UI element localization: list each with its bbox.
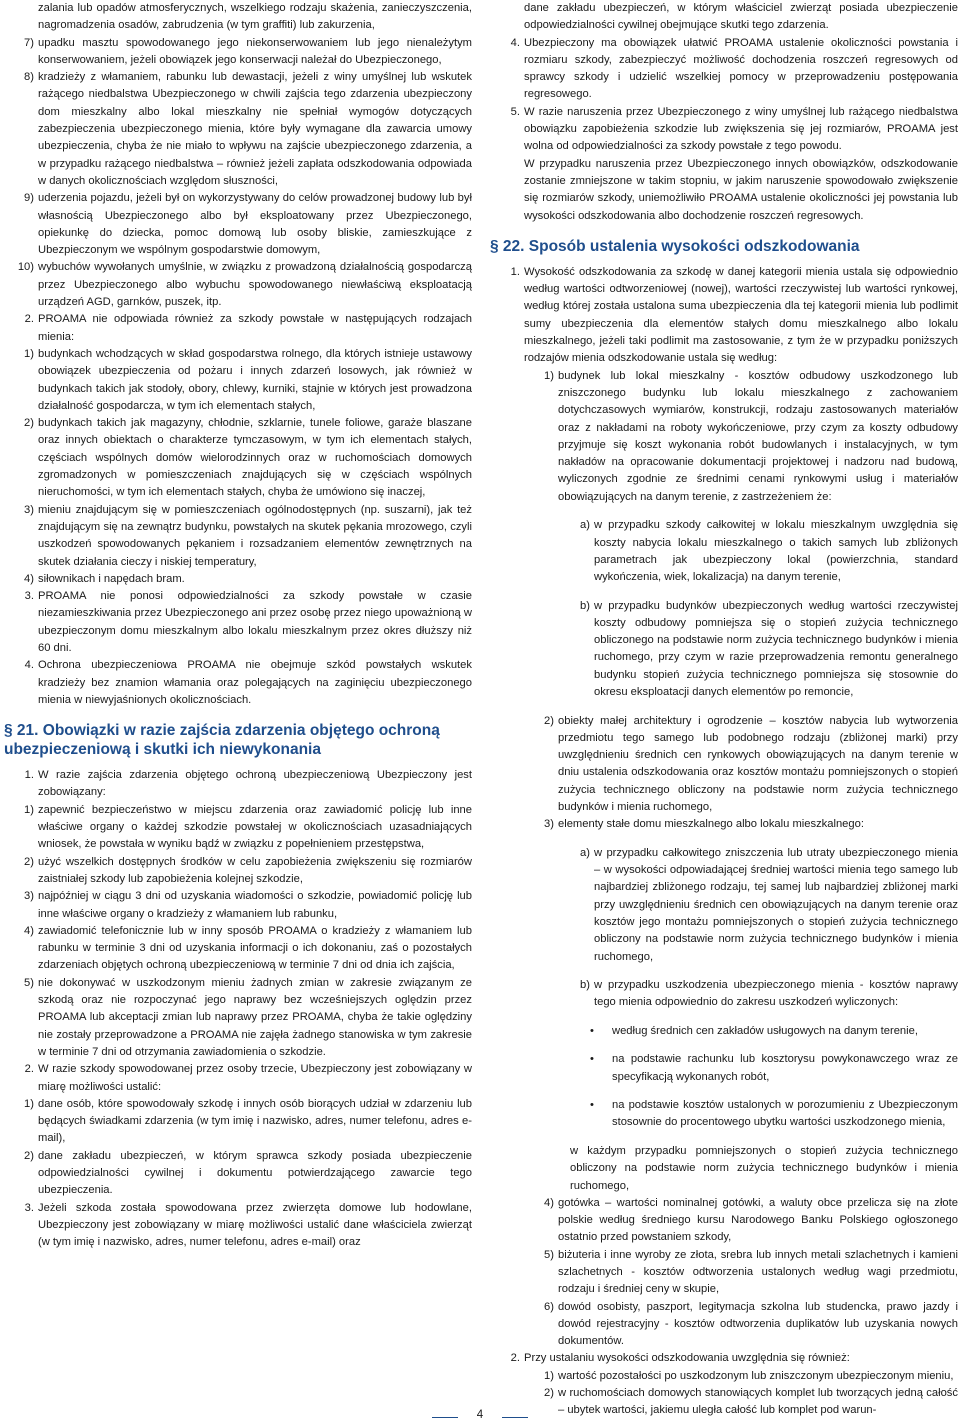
list-item: 5) biżuteria i inne wyroby ze złota, srebra lub innych metali szlachetnych i kamieni szlachetnych - kosztów odtworzenia ustalonych według wagi przedmiotu, rodzaju i średniej ceny w skupie, [544, 1248, 958, 1296]
list-item: 10) wybuchów wywołanych umyślnie, w związku z prowadzoną działalnością gospodarczą przez Ubezpieczonego albo wybuchu spowodowanego niewłaściwą eksploatacją urządzeń AGD, garnków, puszek, itp. [17, 261, 472, 309]
paragraph-item: 4. Ubezpieczony ma obowiązek ułatwić PROAMA ustalenie okoliczności powstania i rozmiaru szkody, zabezpieczyć możliwość dochodzenia roszczeń regresowych od sprawcy szkody i udzielić wszelkiej pomocy w przeprowadzeniu postępowania regresowego. [510, 36, 958, 101]
list-item: 1) wartość pozostałości po uszkodzonym lub zniszczonym ubezpieczonym mieniu, [544, 1369, 954, 1382]
bullet-item: • na podstawie rachunku lub kosztorysu powykonawczego wraz ze specyfikacją wykonanych robót, [590, 1053, 958, 1083]
paragraph-item: 2. W razie szkody spowodowanej przez osoby trzecie, Ubezpieczony jest zobowiązany w miarę możliwości ustalić: [24, 1063, 472, 1093]
continued-text: dane zakładu ubezpieczeń, w którym właściciel zwierząt posiada ubezpieczenie odpowiedzialności cywilnej obejmujące skutki tego zdarzenia. [524, 2, 958, 32]
paragraph-item: 4. Ochrona ubezpieczeniowa PROAMA nie obejmuje szkód powstałych wskutek kradzieży bez znamion włamania oraz polegających na zaginięciu ubezpieczonego mienia w niewyjaśnionych okolicznościach. [24, 659, 472, 706]
list-item: 3) elementy stałe domu mieszkalnego albo lokalu mieszkalnego: [544, 818, 864, 831]
list-item: 1) budynek lub lokal mieszkalny - kosztów odbudowy uszkodzonego lub zniszczonego budynku lub lokalu mieszkalnego z zachowaniem dotychczasowych wymiarów, konstrukcji, rodzaju zastosowanych materiałów oraz z nakładami na roboty wykończeniowe, przy czym za koszty odbudowy przyjmuje się koszt wykonania robót budowlanych i instalacyjnych, w tym nakładów na opracowanie dokumentacji projektowej i nadzoru nad budową, wyliczonych zgodnie ze średnimi cenami rynkowymi usług i materiałów obowiązujących na danym terenie, z zastrzeżeniem że: [544, 369, 958, 503]
list-subitem: a) w przypadku szkody całkowitej w lokalu mieszkalnym uwzględnia się koszty nabycia lokalu mieszkalnego o takich samych lub zbliżonych parametrach jak ubezpieczony lokal (powierzchnia, standard wykończenia, wiek, lokalizacja) na danym terenie, [580, 519, 958, 584]
list-item: 2) użyć wszelkich dostępnych środków w celu zapobieżenia zwiększeniu się rozmiarów zaistniałej szkody lub zapobieżenia kolejnej szkodzie, [24, 855, 472, 885]
paragraph-item: 2. Przy ustalaniu wysokości odszkodowania uwzględnia się również: [510, 1352, 850, 1365]
page-number: 4 [476, 1409, 484, 1421]
paragraph-item: 3. Jeżeli szkoda została spowodowana przez zwierzęta domowe lub hodowlane, Ubezpieczony jest zobowiązany w miarę możliwości ustalić dane właściciela zwierząt (w tym imię i nazwisko, adres, numer telefonu, adres e-mail) oraz [24, 1201, 472, 1249]
paragraph-item: 5. W razie naruszenia przez Ubezpieczonego z winy umyślnej lub rażącego niedbalstwa obowiązku zapobieżenia szkodzie lub zwiększenia się jej rozmiarów, PROAMA jest wolna od odpowiedzialności za szkody powstałe z tego powodu. [510, 105, 958, 153]
list-item: 5) nie dokonywać w uszkodzonym mieniu żadnych zmian w zakresie związanym ze szkodą oraz nie rozpoczynać jego naprawy bez wcześniejszych oględzin przez PROAMA lub akceptacji zmian lub naprawy przez PROAMA, chyba że takie oględziny nie zostały przeprowadzone a PROAMA nie zajęła żadnego stanowiska w tym zakresie w terminie 7 dni od otrzymania zawiadomienia o szkodzie. [24, 976, 472, 1058]
left-column [4, 0, 472, 1251]
list-item: 2) obiekty małej architektury i ogrodzenie – kosztów nabycia lub wytworzenia przedmiotu tego samego lub podobnego rodzaju (zbliżonej marki) przy uwzględnieniu średnich cen rynkowych obowiązujących na danym terenie w dniu ustalenia odszkodowania oraz kosztów montażu pomniejszonych o stopień zużycia technicznego obliczony na podstawie norm zużycia technicznego budynków i mienia ruchomego, [544, 714, 958, 814]
paragraph-item: 1. Wysokość odszkodowania za szkodę w danej kategorii mienia ustala się odpowiednio według wartości odtworzeniowej (nowej), wartości rzeczywistej lub wartości rynkowej, według której została ustalona suma ubezpieczenia dla tej kategorii mienia lub podlimit sumy ubezpieczenia dla elementów stałych domu mieszkalnego albo lokalu mieszkalnego, jeżeli taki podlimit ma zastosowanie, z tym że w przypadku poniższych rodzajów mienia odszkodowanie ustala się według: [510, 265, 958, 365]
bullet-icon: • [590, 1024, 594, 1037]
list-subitem: b) w przypadku uszkodzenia ubezpieczonego mienia - kosztów naprawy tego mienia odpowiednio do zakresu uszkodzeń wyliczonych: [580, 979, 958, 1009]
bullet-item: • według średnich cen zakładów usługowych na danym terenie, [588, 1023, 958, 1040]
paragraph-continuation: w każdym przypadku pomniejszonych o stopień zużycia technicznego obliczony na podstawie norm zużycia technicznego budynków i mienia ruchomego, [570, 1144, 958, 1192]
paragraph-item: 2. PROAMA nie odpowiada również za szkody powstałe w następujących rodzajach mienia: [24, 313, 472, 343]
list-item: 2) dane zakładu ubezpieczeń, w którym sprawca szkody posiada ubezpieczenie odpowiedzialności cywilnej i dokumentu potwierdzającego zawarcie tego ubezpieczenia. [24, 1149, 472, 1197]
list-item: 8) kradzieży z włamaniem, rabunku lub dewastacji, jeżeli z winy umyślnej lub wskutek rażącego niedbalstwa Ubezpieczonego w chwili zajścia tego zdarzenia ubezpieczony dom mieszkalny albo lokal mieszkalny nie spełniał wymogów dotyczących zabezpieczenia ubezpieczonego mienia, które były wymagane dla zawarcia umowy ubezpieczenia, chyba że nie miało to wpływu na zajście ubezpieczonego zdarzenia, a w przypadku rażącego niedbalstwa – również jeżeli zapłata odszkodowania odpowiada w danych okolicznościach względom słuszności, [24, 71, 472, 187]
list-item: 9) uderzenia pojazdu, jeżeli był on wykorzystywany do celów prowadzonej budowy lub był własnością Ubezpieczonego albo był eksploatowany przez Ubezpieczonego, opiekunkę do dziecka, pomoc domową lub osoby bliskie, zamieszkujące z Ubezpieczonym we wspólnym gospodarstwie domowym, [24, 192, 472, 257]
list-item: 6) dowód osobisty, paszport, legitymacja szkolna lub studencka, prawo jazdy i dowód rejestracyjny - kosztów odtworzenia duplikatów lub uzyskania nowych dokumentów. [544, 1300, 958, 1348]
list-item: 2) budynkach takich jak magazyny, chłodnie, szklarnie, tunele foliowe, garaże blaszane oraz innych obiektach o charakterze tymczasowym, w tym ich elementach stałych, częściach wspólnych domów wielorodzinnych oraz w ruchomościach domowych zgromadzonych w pomieszczeniach znajdujących się w częściach wspólnych nieruchomości, w tym ich elementach stałych, chyba że umówiono się inaczej, [24, 417, 472, 499]
page-footer [0, 1408, 960, 1426]
list-item: 3) najpóźniej w ciągu 3 dni od uzyskania wiadomości o szkodzie, powiadomić policję lub inne właściwe organy o kradzieży z włamaniem lub rabunku, [24, 890, 472, 920]
bullet-icon: • [590, 1053, 594, 1066]
list-item: 1) zapewnić bezpieczeństwo w miejscu zdarzenia oraz zawiadomić policję lub inne właściwe organy o każdej szkodzie powstałej w okolicznościach uzasadniających wniosek, że powstała w wyniku bądź w związku z popełnieniem przestępstwa, [24, 803, 472, 851]
right-column [490, 0, 958, 1420]
list-item: 4) gotówka – wartości nominalnej gotówki, a waluty obce przelicza się na złote polskie według średniego kursu Narodowego Banku Polskiego ogłoszonego ostatnio przed powstaniem szkody, [544, 1196, 958, 1244]
list-item: 7) upadku masztu spowodowanego jego niekonserwowaniem lub jego nienależytym konserwowaniem, jeżeli obowiązek jego konserwacji należał do Ubezpieczonego, [24, 36, 472, 66]
paragraph-item: 1. W razie zajścia zdarzenia objętego ochroną ubezpieczeniową Ubezpieczony jest zobowiązany: [24, 769, 472, 799]
list-item: 4) siłownikach i napędach bram. [24, 572, 185, 585]
section-heading-21: § 21. Obowiązki w razie zajścia zdarzenia objętego ochroną ubezpieczeniową i skutki ich niewykonania [4, 722, 440, 759]
list-subitem: a) w przypadku całkowitego zniszczenia lub utraty ubezpieczonego mienia – w wysokości odpowiadającej średniej wartości mienia tego samego lub najbardziej zbliżonego rodzaju, tej samej lub najbardziej zbliżonej marki przy uwzględnieniu średnich cen obowiązujących na danym terenie oraz kosztów jego montażu pomniejszonych o stopień zużycia technicznego obliczony na podstawie norm zużycia technicznego budynków i mienia ruchomego, [580, 846, 958, 963]
footer-rule-left [432, 1417, 458, 1418]
list-item: 2) w ruchomościach domowych stanowiących komplet lub tworzących jedną całość – ubytek wartości, jakiemu uległa całość lub komplet pod warun- [544, 1387, 958, 1417]
bullet-item: • na podstawie kosztów ustalonych w porozumieniu z Ubezpieczonym stosownie do procentowego ubytku wartości uszkodzonego mienia, [590, 1099, 958, 1129]
continued-text: zalania lub opadów atmosferycznych, wszelkiego rodzaju skażenia, zanieczyszczenia, nagromadzenia osadów, zabrudzenia (w tym graffiti) lub zakurzenia, [38, 2, 472, 32]
list-item: 3) mieniu znajdującym się w pomieszczeniach ogólnodostępnych (np. suszarni), jak też znajdującym się na zewnątrz budynku, powstałych na skutek pękania mrozowego, czyli uszkodzeń spowodowanych pękaniem i rozsadzaniem elementów zewnętrznych na skutek działania cieczy i niskiej temperatury, [24, 503, 472, 568]
list-subitem: b) w przypadku budynków ubezpieczonych według wartości rzeczywistej koszty odbudowy pomniejsza się o stopień zużycia technicznego obliczonego na podstawie norm zużycia technicznego budynków i mienia ruchomego, przy czym w razie przeprowadzenia remontu generalnego budynku stopień zużycia technicznego pomniejsza się stosownie do okresu eksploatacji danych elementów po remoncie, [580, 599, 958, 699]
list-item: 4) zawiadomić telefonicznie lub w inny sposób PROAMA o kradzieży z włamaniem lub rabunku w terminie 3 dni od uzyskania informacji o ich dokonaniu, zaś o pozostałych zdarzeniach objętych ochroną ubezpieczeniową w terminie 7 dni od dnia ich zajścia, [24, 924, 472, 972]
section-heading-22: § 22. Sposób ustalenia wysokości odszkodowania [490, 237, 860, 255]
footer-rule-right [502, 1417, 528, 1418]
bullet-icon: • [590, 1099, 594, 1112]
list-item: 1) budynkach wchodzących w skład gospodarstwa rolnego, dla których istnieje ustawowy obowiązek ubezpieczenia od pożaru i innych zdarzeń losowych, jak również w budynkach takich jak stodoły, obory, chlewy, kurniki, stajnie w których jest prowadzona działalność gospodarcza, w tym ich elementach stałych, [24, 347, 472, 412]
paragraph-item: 3. PROAMA nie ponosi odpowiedzialności za szkody powstałe w czasie niezamieszkiwania przez Ubezpieczonego ani przez osobę przez niego upoważnioną w ubezpieczonym domu mieszkalnym albo lokalu mieszkalnym przez okres dłuższy niż 60 dni. [24, 590, 472, 654]
list-item: 1) dane osób, które spowodowały szkodę i innych osób biorących udział w zdarzeniu lub będących świadkami zdarzenia (w tym imię i nazwisko, adres, numer telefonu, adres e-mail), [24, 1097, 472, 1145]
paragraph-continuation: W przypadku naruszenia przez Ubezpieczonego innych obowiązków, odszkodowanie zostanie zmniejszone w takim stopniu, w jakim naruszenie spowodowało zwiększenie się rozmiarów szkody, uniemożliwiło PROAMA ustalenie okoliczności jej powstania lub wysokości odszkodowania albo dochodzenie roszczeń regresowych. [524, 157, 958, 222]
